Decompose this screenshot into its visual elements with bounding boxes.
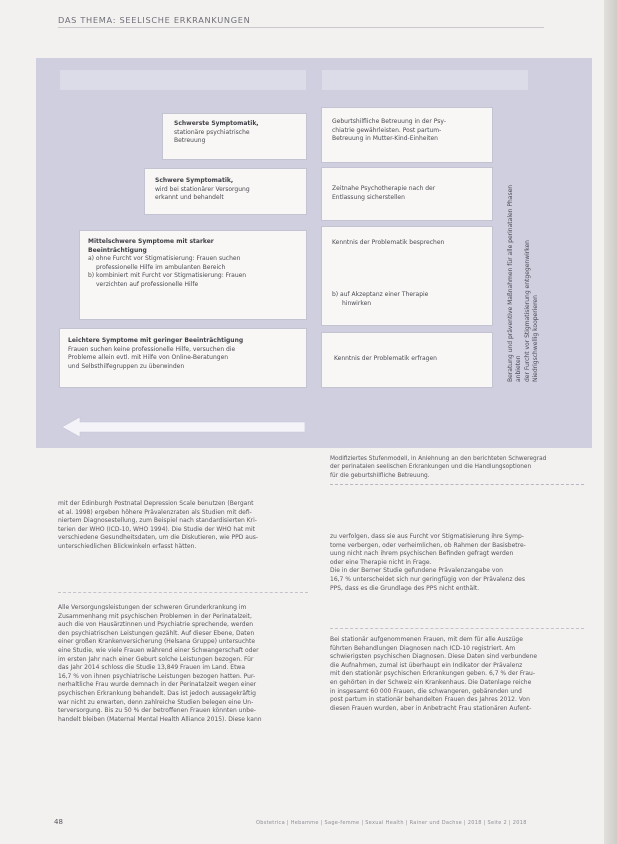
severity-box-1-line: stationäre psychiatrische (174, 128, 250, 136)
severity-box-1-line: Betreuung (174, 137, 206, 145)
text-line: die Aufnahmen, zumal ist überhaupt ein Indikator der Prävalenz (330, 661, 523, 669)
action-box-5 (322, 333, 492, 387)
text-line: terien der WHO (ICD-10, WHO 1994). Die Studie der WHO hat mit (58, 525, 256, 533)
text-line: nerhaltliche Frau wurde demnach in der Perinatalzeit wegen einer (58, 681, 257, 689)
severity-box-2 (145, 169, 306, 214)
text-line: Zusammenhang mit psychischen Problemen in der Perinatalzeit, (58, 612, 252, 620)
body-left-paragraph-1 (58, 500, 310, 552)
side-label-line: anbieten (515, 355, 523, 382)
text-line: post partum in stationär behandelten Frauen des Jahres 2012. Von (330, 696, 530, 704)
text-line: einer großen Krankenversicherung (Helsana Gruppe) untersuchte (58, 638, 256, 646)
figure-caption-line: der perinatalen seelischen Erkrankungen und die Handlungsoptionen (330, 464, 532, 471)
side-label (507, 104, 540, 384)
action-box-3-line: Kenntnis der Problematik besprechen (332, 239, 445, 246)
text-line: eine Studie, wie viele Frauen während einer Schwangerschaft oder (58, 646, 259, 654)
figure-right-header-bar (322, 70, 528, 90)
severity-box-1 (163, 114, 306, 159)
side-label-line: Beratung und präventive Maßnahmen für alle perinatalen Phasen (507, 184, 514, 382)
text-line: Alle Versorgungsleistungen der schweren Grunderkrankung im (58, 604, 247, 611)
action-box-4-line: b) auf Akzeptanz einer Therapie (332, 291, 429, 298)
page-binding-shadow (604, 0, 617, 844)
figure-caption-line: Modifiziertes Stufenmodell, in Anlehnung an den berichteten Schweregrad (330, 456, 547, 462)
left-arrow-icon (62, 416, 305, 438)
action-box-1-line: Betreuung in Mutter-Kind-Einheiten (332, 135, 438, 143)
action-box-2 (322, 168, 492, 220)
figure-caption-line: für die geburtshilfliche Betreuung. (330, 472, 430, 479)
severity-box-3-line: verzichten auf professionelle Hilfe (96, 280, 199, 288)
action-box-3 (322, 227, 492, 325)
footer-journal: Obstetrica | Hebamme | Sage-femme | Sexual Health | Rainer und Dachse | 2018 | Seite 2 | 2018 (256, 820, 527, 826)
action-box-5-line: Kenntnis der Problematik erfragen (334, 355, 437, 362)
text-line: war nicht zu erwarten, denn zahlreiche Studien belegen eine Un- (58, 698, 254, 706)
text-line: im ersten Jahr nach einer Geburt solche Leistungen bezogen. Für (58, 655, 254, 663)
action-box-1 (322, 108, 492, 162)
text-line: diesen Frauen wurden, aber in Anbetracht Frau stationären Aufent- (330, 704, 532, 712)
text-line: unterschiedlichen Blickwinkeln erfasst hätten. (58, 542, 197, 550)
text-line: terversorgung. Bis zu 50 % der betroffenen Frauen könnten unbe- (58, 707, 256, 715)
severity-box-2-line: erkannt und behandelt (155, 194, 224, 202)
text-line: schwierigsten psychischen Diagnosen. Diese Daten sind verbundene (330, 653, 538, 661)
text-line: psychischen Erkrankung behandelt. Das ist jedoch aussagekräftig (58, 689, 256, 697)
severity-box-2-line: wird bei stationärer Versorgung (155, 185, 250, 193)
body-left-paragraph-2 (58, 604, 314, 724)
severity-box-3 (80, 231, 306, 319)
figure-left-header-bar (60, 70, 306, 90)
action-box-1-line: chiatrie gewährleisten. Post partum- (332, 126, 442, 134)
section-rule-right (330, 628, 584, 630)
text-line: niertem Diagnosestellung, zum Beispiel nach standardisierten Kri- (58, 517, 257, 525)
body-right-paragraph-2 (330, 636, 588, 713)
page-number: 48 (54, 818, 63, 826)
action-box-2-line: Zeitnahe Psychotherapie nach der (332, 185, 436, 192)
text-line: 16,7 % unterscheidet sich nur geringfügig von der Prävalenz des (330, 575, 526, 583)
body-right-paragraph-1 (330, 533, 586, 593)
text-line: en gehörten in der Schweiz ein Krankenhaus. Die Datenlage reiche (330, 678, 532, 686)
text-line: handelt bleiben (Maternal Mental Health Alliance 2015). Diese kann (58, 715, 262, 723)
side-label-line: der Furcht vor Stigmatisierung entgegenwirken (523, 240, 531, 382)
severity-box-4-line: Frauen suchen keine professionelle Hilfe, versuchen die (68, 345, 236, 353)
severity-box-4-line: Probleme allein evtl. mit Hilfe von Online-Beratungen (68, 354, 229, 362)
text-line: mit der Edinburgh Postnatal Depression Scale benutzen (Bergant (58, 500, 254, 507)
text-line: 16,7 % von ihnen psychiatrische Leistungen bezogen hatten. Pur- (58, 672, 256, 680)
section-rule-left (58, 592, 308, 594)
text-line: tome verbergen, oder verheimlichen, ob Rahmen der Basisbetre- (330, 541, 526, 549)
text-line: führten Behandlungen Diagnosen nach ICD-10 registriert. Am (330, 644, 516, 652)
text-line: Bei stationär aufgenommenen Frauen, mit dem für alle Auszüge (330, 636, 523, 643)
action-box-1-line: Geburtshilfliche Betreuung in der Psy- (332, 118, 446, 125)
text-line: et al. 1998) ergeben höhere Prävalenzraten als Studien mit defi- (58, 508, 252, 516)
section-header: DAS THEMA: SEELISCHE ERKRANKUNGEN (58, 15, 251, 25)
severity-box-4-line: und Selbsthilfegruppen zu überwinden (68, 362, 185, 370)
severity-box-1-title: Schwerste Symptomatik, (174, 120, 259, 127)
text-line: auch die von Hausärztinnen und Psychiatrie sprechende, werden (58, 621, 254, 629)
text-line: das Jahr 2014 schloss die Studie 13,849 Frauen im Land. Etwa (58, 664, 246, 672)
severity-box-3-line: professionelle Hilfe im ambulanten Bereich (96, 263, 226, 271)
text-line: Die in der Berner Studie gefundene Prävalenzangabe von (330, 567, 503, 575)
severity-box-4 (60, 329, 306, 387)
action-box-4-line: hinwirken (342, 299, 372, 307)
figure-caption (330, 455, 590, 480)
severity-box-3-title: Mittelschwere Symptome mit starker Beeinträchtigung (88, 238, 214, 254)
severity-box-2-title: Schwere Symptomatik, (155, 177, 234, 184)
severity-box-4-title: Leichtere Symptome mit geringer Beeinträchtigung (68, 337, 244, 344)
caption-rule (330, 484, 584, 486)
severity-box-3-line: a) ohne Furcht vor Stigmatisierung: Frauen suchen (88, 255, 241, 263)
header-rule (58, 27, 544, 28)
action-box-2-line: Entlassung sicherstellen (332, 193, 405, 201)
text-line: in insgesamt 60 000 Frauen, die schwangeren, gebärenden und (330, 687, 522, 695)
text-line: verschiedene Gesundheitsdaten, um die Diskutieren, wie PPD aus- (58, 534, 259, 542)
text-line: den psychiatrischen Leistungen gezählt. Auf dieser Ebene, Daten (58, 629, 255, 637)
text-line: mit den stationär psychischen Erkrankungen geben. 6,7 % der Frau- (330, 670, 536, 678)
side-label-line: Niedrigschwellig kooperieren (532, 295, 540, 382)
text-line: oder eine Therapie nicht in Frage. (330, 558, 432, 566)
text-line: uung nicht nach ihrem psychischen Befinden gefragt werden (330, 550, 514, 558)
text-line: zu verfolgen, dass sie aus Furcht vor Stigmatisierung ihre Symp- (330, 533, 524, 540)
severity-box-3-line: b) kombiniert mit Furcht vor Stigmatisierung: Frauen (88, 272, 247, 280)
text-line: PPS, dass es die Grundlage des PPS nicht enthält. (330, 584, 480, 592)
